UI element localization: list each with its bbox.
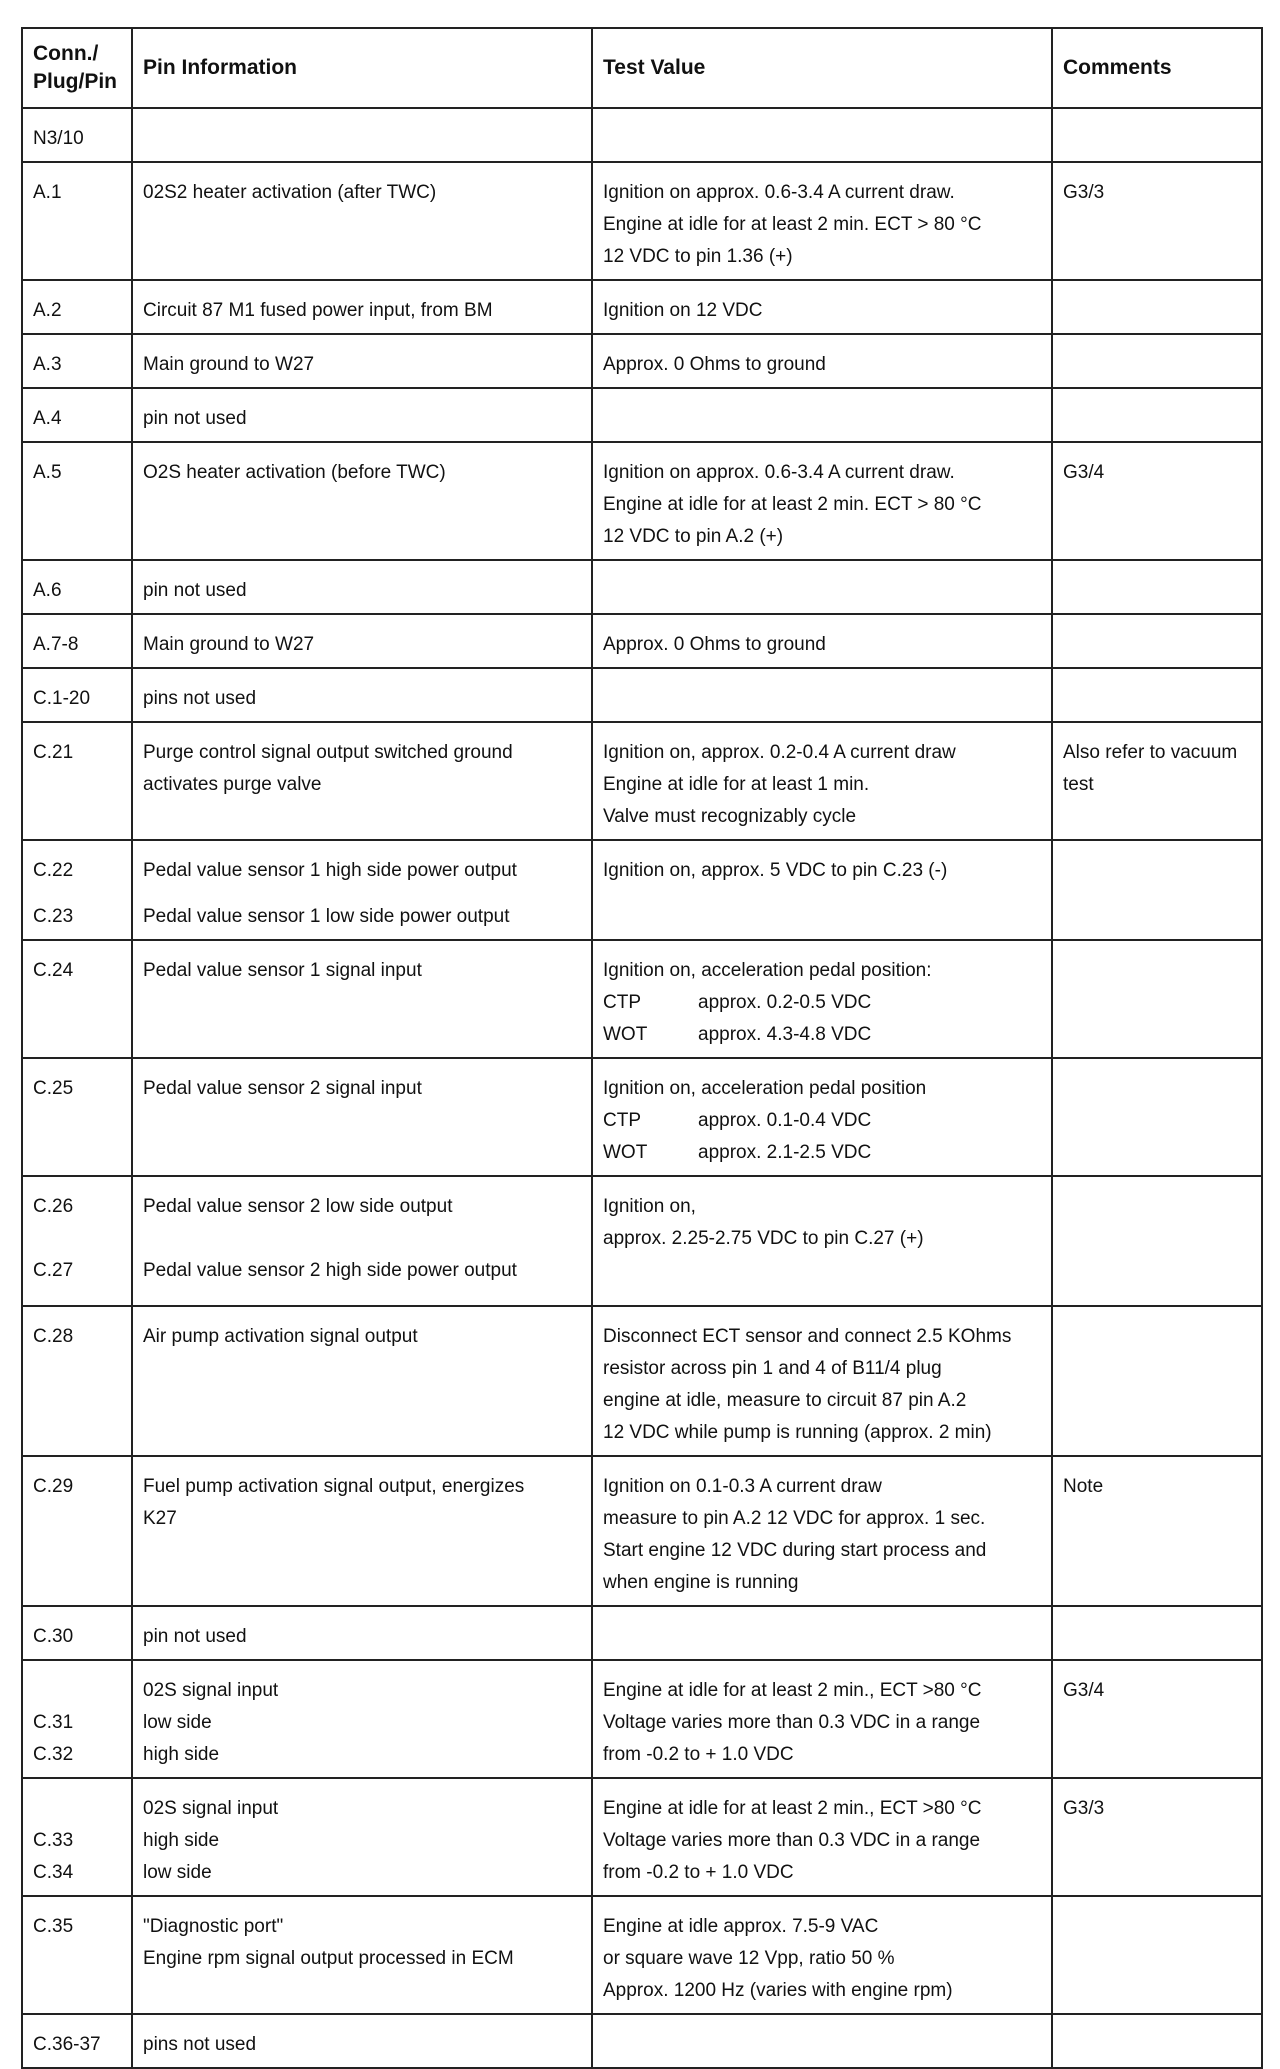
test-value-text: Engine at idle for at least 1 min.	[603, 774, 870, 795]
pin-information-text: Engine rpm signal output processed in ECM	[143, 1948, 514, 1969]
pin-information-cell	[132, 560, 592, 614]
pin-cell	[22, 722, 132, 840]
test-value-text: Disconnect ECT sensor and connect 2.5 KOhms	[603, 1326, 1012, 1347]
table-row	[22, 940, 1262, 1058]
pin-information-cell	[132, 668, 592, 722]
comments-cell	[1052, 1660, 1262, 1778]
table-row	[22, 334, 1262, 388]
pin-cell	[22, 108, 132, 162]
pin-information-text: Pedal value sensor 1 low side power output	[143, 906, 510, 927]
test-value-text: Ignition on 12 VDC	[603, 300, 763, 321]
test-value-pair	[603, 1105, 1041, 1137]
pin-information-cell	[132, 108, 592, 162]
table-row	[22, 668, 1262, 722]
pin-information-cell	[132, 1176, 592, 1306]
pin-label: A.4	[33, 408, 62, 429]
test-value-text: 12 VDC to pin A.2 (+)	[603, 526, 784, 547]
comment-text: Note	[1063, 1476, 1104, 1497]
table-row	[22, 1456, 1262, 1606]
pin-information-text: Pedal value sensor 1 signal input	[143, 960, 422, 981]
pedal-position-value: approx. 0.1-0.4 VDC	[698, 1110, 872, 1131]
test-value-text: Engine at idle for at least 2 min. ECT > 80 °C	[603, 494, 982, 515]
pin-label: A.1	[33, 182, 62, 203]
pin-information-text: Pedal value sensor 1 high side power output	[143, 860, 517, 881]
pin-label: C.36-37	[33, 2034, 101, 2055]
table-row	[22, 1306, 1262, 1456]
pin-information-cell	[132, 1306, 592, 1456]
pedal-position-value: approx. 0.2-0.5 VDC	[698, 992, 872, 1013]
test-value-cell	[592, 614, 1052, 668]
pin-label: C.31	[33, 1712, 74, 1733]
test-value-cell	[592, 1896, 1052, 2014]
pin-information-cell	[132, 614, 592, 668]
table-row	[22, 614, 1262, 668]
pedal-position-label: CTP	[603, 992, 641, 1013]
test-value-text: Engine at idle for at least 2 min. ECT > 80 °C	[603, 214, 982, 235]
pin-cell	[22, 1176, 132, 1306]
pin-information-cell	[132, 1606, 592, 1660]
table-row	[22, 722, 1262, 840]
test-value-text: Ignition on 0.1-0.3 A current draw	[603, 1476, 882, 1497]
pin-label: C.33	[33, 1830, 74, 1851]
test-value-cell	[592, 840, 1052, 940]
table-row	[22, 1778, 1262, 1896]
header-row	[22, 28, 1262, 108]
comments-cell	[1052, 1456, 1262, 1606]
comment-text: test	[1063, 774, 1094, 795]
test-value-text: Engine at idle approx. 7.5-9 VAC	[603, 1916, 879, 1937]
comment-text: G3/4	[1063, 462, 1105, 483]
pin-cell	[22, 614, 132, 668]
test-value-text: Ignition on, acceleration pedal position:	[603, 960, 932, 981]
test-value-cell	[592, 162, 1052, 280]
pin-information-cell	[132, 334, 592, 388]
pin-cell	[22, 1306, 132, 1456]
test-value-text: Start engine 12 VDC during start process and	[603, 1540, 987, 1561]
pin-information-text: low side	[143, 1712, 212, 1733]
test-value-pair	[603, 1137, 1041, 1169]
pin-label: C.23	[33, 906, 74, 927]
test-value-text: Voltage varies more than 0.3 VDC in a range	[603, 1712, 981, 1733]
pin-label: C.35	[33, 1916, 74, 1937]
pin-information-text: Purge control signal output switched ground	[143, 742, 513, 763]
pin-label: C.24	[33, 960, 74, 981]
comments-cell	[1052, 108, 1262, 162]
pedal-position-value: approx. 4.3-4.8 VDC	[698, 1024, 872, 1045]
table-row	[22, 1606, 1262, 1660]
header-test-value: Test Value	[592, 28, 1052, 108]
comments-cell	[1052, 668, 1262, 722]
pin-information-text: O2S heater activation (before TWC)	[143, 462, 446, 483]
table-row	[22, 388, 1262, 442]
table-row	[22, 442, 1262, 560]
comments-cell	[1052, 1058, 1262, 1176]
test-value-cell	[592, 940, 1052, 1058]
pin-information-text: pin not used	[143, 408, 247, 429]
pin-information-text: Fuel pump activation signal output, energizes	[143, 1476, 525, 1497]
pin-cell	[22, 162, 132, 280]
pin-cell	[22, 1896, 132, 2014]
test-value-cell	[592, 388, 1052, 442]
pin-information-cell	[132, 442, 592, 560]
pin-information-cell	[132, 2014, 592, 2068]
pin-test-table	[21, 27, 1263, 2069]
pin-label: A.2	[33, 300, 62, 321]
table-row	[22, 2014, 1262, 2068]
test-value-text: Engine at idle for at least 2 min., ECT >80 °C	[603, 1798, 982, 1819]
comment-text: G3/3	[1063, 182, 1105, 203]
test-value-cell	[592, 2014, 1052, 2068]
table-row	[22, 162, 1262, 280]
test-value-cell	[592, 108, 1052, 162]
comments-cell	[1052, 1606, 1262, 1660]
pin-cell	[22, 560, 132, 614]
table-row	[22, 1896, 1262, 2014]
pin-cell	[22, 2014, 132, 2068]
table-row	[22, 108, 1262, 162]
header-pin-information: Pin Information	[132, 28, 592, 108]
pin-information-cell	[132, 840, 592, 940]
comments-cell	[1052, 1896, 1262, 2014]
pin-information-cell	[132, 1778, 592, 1896]
header-conn	[22, 28, 132, 108]
test-value-cell	[592, 1058, 1052, 1176]
pin-information-cell	[132, 1896, 592, 2014]
pin-label: A.7-8	[33, 634, 79, 655]
pin-information-text: pin not used	[143, 580, 247, 601]
table-body	[22, 108, 1262, 2068]
pin-label: A.6	[33, 580, 62, 601]
test-value-text: measure to pin A.2 12 VDC for approx. 1 sec.	[603, 1508, 986, 1529]
test-value-text: 12 VDC while pump is running (approx. 2 min)	[603, 1422, 992, 1443]
test-value-cell	[592, 560, 1052, 614]
comment-text: G3/3	[1063, 1798, 1105, 1819]
test-value-text: Valve must recognizably cycle	[603, 806, 857, 827]
test-value-cell	[592, 722, 1052, 840]
pin-information-text: activates purge valve	[143, 774, 322, 795]
test-value-text: Ignition on, approx. 0.2-0.4 A current draw	[603, 742, 956, 763]
comments-cell	[1052, 162, 1262, 280]
test-value-text: Ignition on approx. 0.6-3.4 A current draw.	[603, 462, 955, 483]
comments-cell	[1052, 1778, 1262, 1896]
pin-information-text: 02S signal input	[143, 1680, 279, 1701]
pin-information-cell	[132, 280, 592, 334]
test-value-text: engine at idle, measure to circuit 87 pin A.2	[603, 1390, 967, 1411]
test-value-text: from -0.2 to + 1.0 VDC	[603, 1744, 794, 1765]
test-value-text: Engine at idle for at least 2 min., ECT >80 °C	[603, 1680, 982, 1701]
pin-information-cell	[132, 162, 592, 280]
pin-cell	[22, 334, 132, 388]
pin-information-text: Circuit 87 M1 fused power input, from BM	[143, 300, 493, 321]
pin-label: A.3	[33, 354, 62, 375]
pin-information-text: Pedal value sensor 2 low side output	[143, 1196, 453, 1217]
pin-cell	[22, 1778, 132, 1896]
test-value-text: Ignition on,	[603, 1196, 696, 1217]
pin-label: C.25	[33, 1078, 74, 1099]
test-value-cell	[592, 1176, 1052, 1306]
comment-text: Also refer to vacuum	[1063, 742, 1238, 763]
table-row	[22, 280, 1262, 334]
test-value-cell	[592, 1306, 1052, 1456]
pin-cell	[22, 1660, 132, 1778]
test-value-text: from -0.2 to + 1.0 VDC	[603, 1862, 794, 1883]
pin-information-text: high side	[143, 1744, 220, 1765]
pin-information-cell	[132, 388, 592, 442]
comments-cell	[1052, 722, 1262, 840]
header-conn-line-2: Plug/Pin	[33, 70, 117, 93]
pin-cell	[22, 280, 132, 334]
pin-information-text: 02S2 heater activation (after TWC)	[143, 182, 437, 203]
test-value-text: Ignition on, approx. 5 VDC to pin C.23 (-)	[603, 860, 948, 881]
pin-information-text: pins not used	[143, 2034, 257, 2055]
test-value-text: or square wave 12 Vpp, ratio 50 %	[603, 1948, 895, 1969]
comments-cell	[1052, 940, 1262, 1058]
table-row	[22, 1660, 1262, 1778]
pin-information-text: 02S signal input	[143, 1798, 279, 1819]
test-value-cell	[592, 668, 1052, 722]
pedal-position-label: WOT	[603, 1024, 648, 1045]
comments-cell	[1052, 1176, 1262, 1306]
pin-information-text: Pedal value sensor 2 high side power output	[143, 1260, 517, 1281]
pin-information-cell	[132, 1058, 592, 1176]
test-value-pair	[603, 987, 1041, 1019]
comments-cell	[1052, 388, 1262, 442]
comments-cell	[1052, 280, 1262, 334]
pin-information-text: Main ground to W27	[143, 354, 315, 375]
pin-cell	[22, 388, 132, 442]
pin-label: C.34	[33, 1862, 74, 1883]
pin-label: C.27	[33, 1260, 74, 1281]
test-value-cell	[592, 1456, 1052, 1606]
pin-label: C.30	[33, 1626, 74, 1647]
pin-label: A.5	[33, 462, 62, 483]
test-value-text: approx. 2.25-2.75 VDC to pin C.27 (+)	[603, 1228, 924, 1249]
test-value-text: Ignition on, acceleration pedal position	[603, 1078, 927, 1099]
pin-information-text: high side	[143, 1830, 220, 1851]
comments-cell	[1052, 2014, 1262, 2068]
pin-label: C.21	[33, 742, 74, 763]
pedal-position-label: WOT	[603, 1142, 648, 1163]
pin-label: C.1-20	[33, 688, 91, 709]
pedal-position-value: approx. 2.1-2.5 VDC	[698, 1142, 872, 1163]
table-row	[22, 1058, 1262, 1176]
test-value-cell	[592, 334, 1052, 388]
comments-cell	[1052, 840, 1262, 940]
table-row	[22, 840, 1262, 940]
pin-label: C.29	[33, 1476, 74, 1497]
pin-cell	[22, 940, 132, 1058]
test-value-cell	[592, 442, 1052, 560]
table-row	[22, 560, 1262, 614]
pin-information-text: K27	[143, 1508, 177, 1529]
comment-text: G3/4	[1063, 1680, 1105, 1701]
pin-label: N3/10	[33, 128, 84, 149]
comments-cell	[1052, 614, 1262, 668]
pin-cell	[22, 1058, 132, 1176]
pedal-position-label: CTP	[603, 1110, 641, 1131]
test-value-cell	[592, 280, 1052, 334]
test-value-text: Ignition on approx. 0.6-3.4 A current draw.	[603, 182, 955, 203]
pin-cell	[22, 1606, 132, 1660]
header-comments: Comments	[1052, 28, 1262, 108]
pin-cell	[22, 840, 132, 940]
comments-cell	[1052, 560, 1262, 614]
comments-cell	[1052, 442, 1262, 560]
test-value-cell	[592, 1778, 1052, 1896]
pin-cell	[22, 668, 132, 722]
pin-information-text: Main ground to W27	[143, 634, 315, 655]
pin-information-cell	[132, 722, 592, 840]
pin-cell	[22, 442, 132, 560]
pin-information-cell	[132, 1456, 592, 1606]
pin-information-cell	[132, 940, 592, 1058]
test-value-cell	[592, 1660, 1052, 1778]
test-value-text: 12 VDC to pin 1.36 (+)	[603, 246, 793, 267]
test-value-text: Voltage varies more than 0.3 VDC in a range	[603, 1830, 981, 1851]
pin-label: C.22	[33, 860, 74, 881]
test-value-text: Approx. 0 Ohms to ground	[603, 634, 826, 655]
pin-label: C.26	[33, 1196, 74, 1217]
pin-information-text: pins not used	[143, 688, 257, 709]
test-value-cell	[592, 1606, 1052, 1660]
pin-information-text: Pedal value sensor 2 signal input	[143, 1078, 422, 1099]
test-value-text: Approx. 0 Ohms to ground	[603, 354, 826, 375]
header-conn-line-1: Conn./	[33, 42, 99, 65]
pin-information-text: Air pump activation signal output	[143, 1326, 418, 1347]
pin-cell	[22, 1456, 132, 1606]
comments-cell	[1052, 334, 1262, 388]
test-value-text: Approx. 1200 Hz (varies with engine rpm)	[603, 1980, 953, 2001]
pin-information-text: pin not used	[143, 1626, 247, 1647]
pin-information-text: "Diagnostic port"	[143, 1916, 284, 1937]
test-value-text: resistor across pin 1 and 4 of B11/4 plug	[603, 1358, 942, 1379]
pin-label: C.32	[33, 1744, 74, 1765]
pin-information-text: low side	[143, 1862, 212, 1883]
test-value-text: when engine is running	[603, 1572, 799, 1593]
pin-label: C.28	[33, 1326, 74, 1347]
table-row	[22, 1176, 1262, 1306]
test-value-pair	[603, 1019, 1041, 1051]
comments-cell	[1052, 1306, 1262, 1456]
pin-information-cell	[132, 1660, 592, 1778]
